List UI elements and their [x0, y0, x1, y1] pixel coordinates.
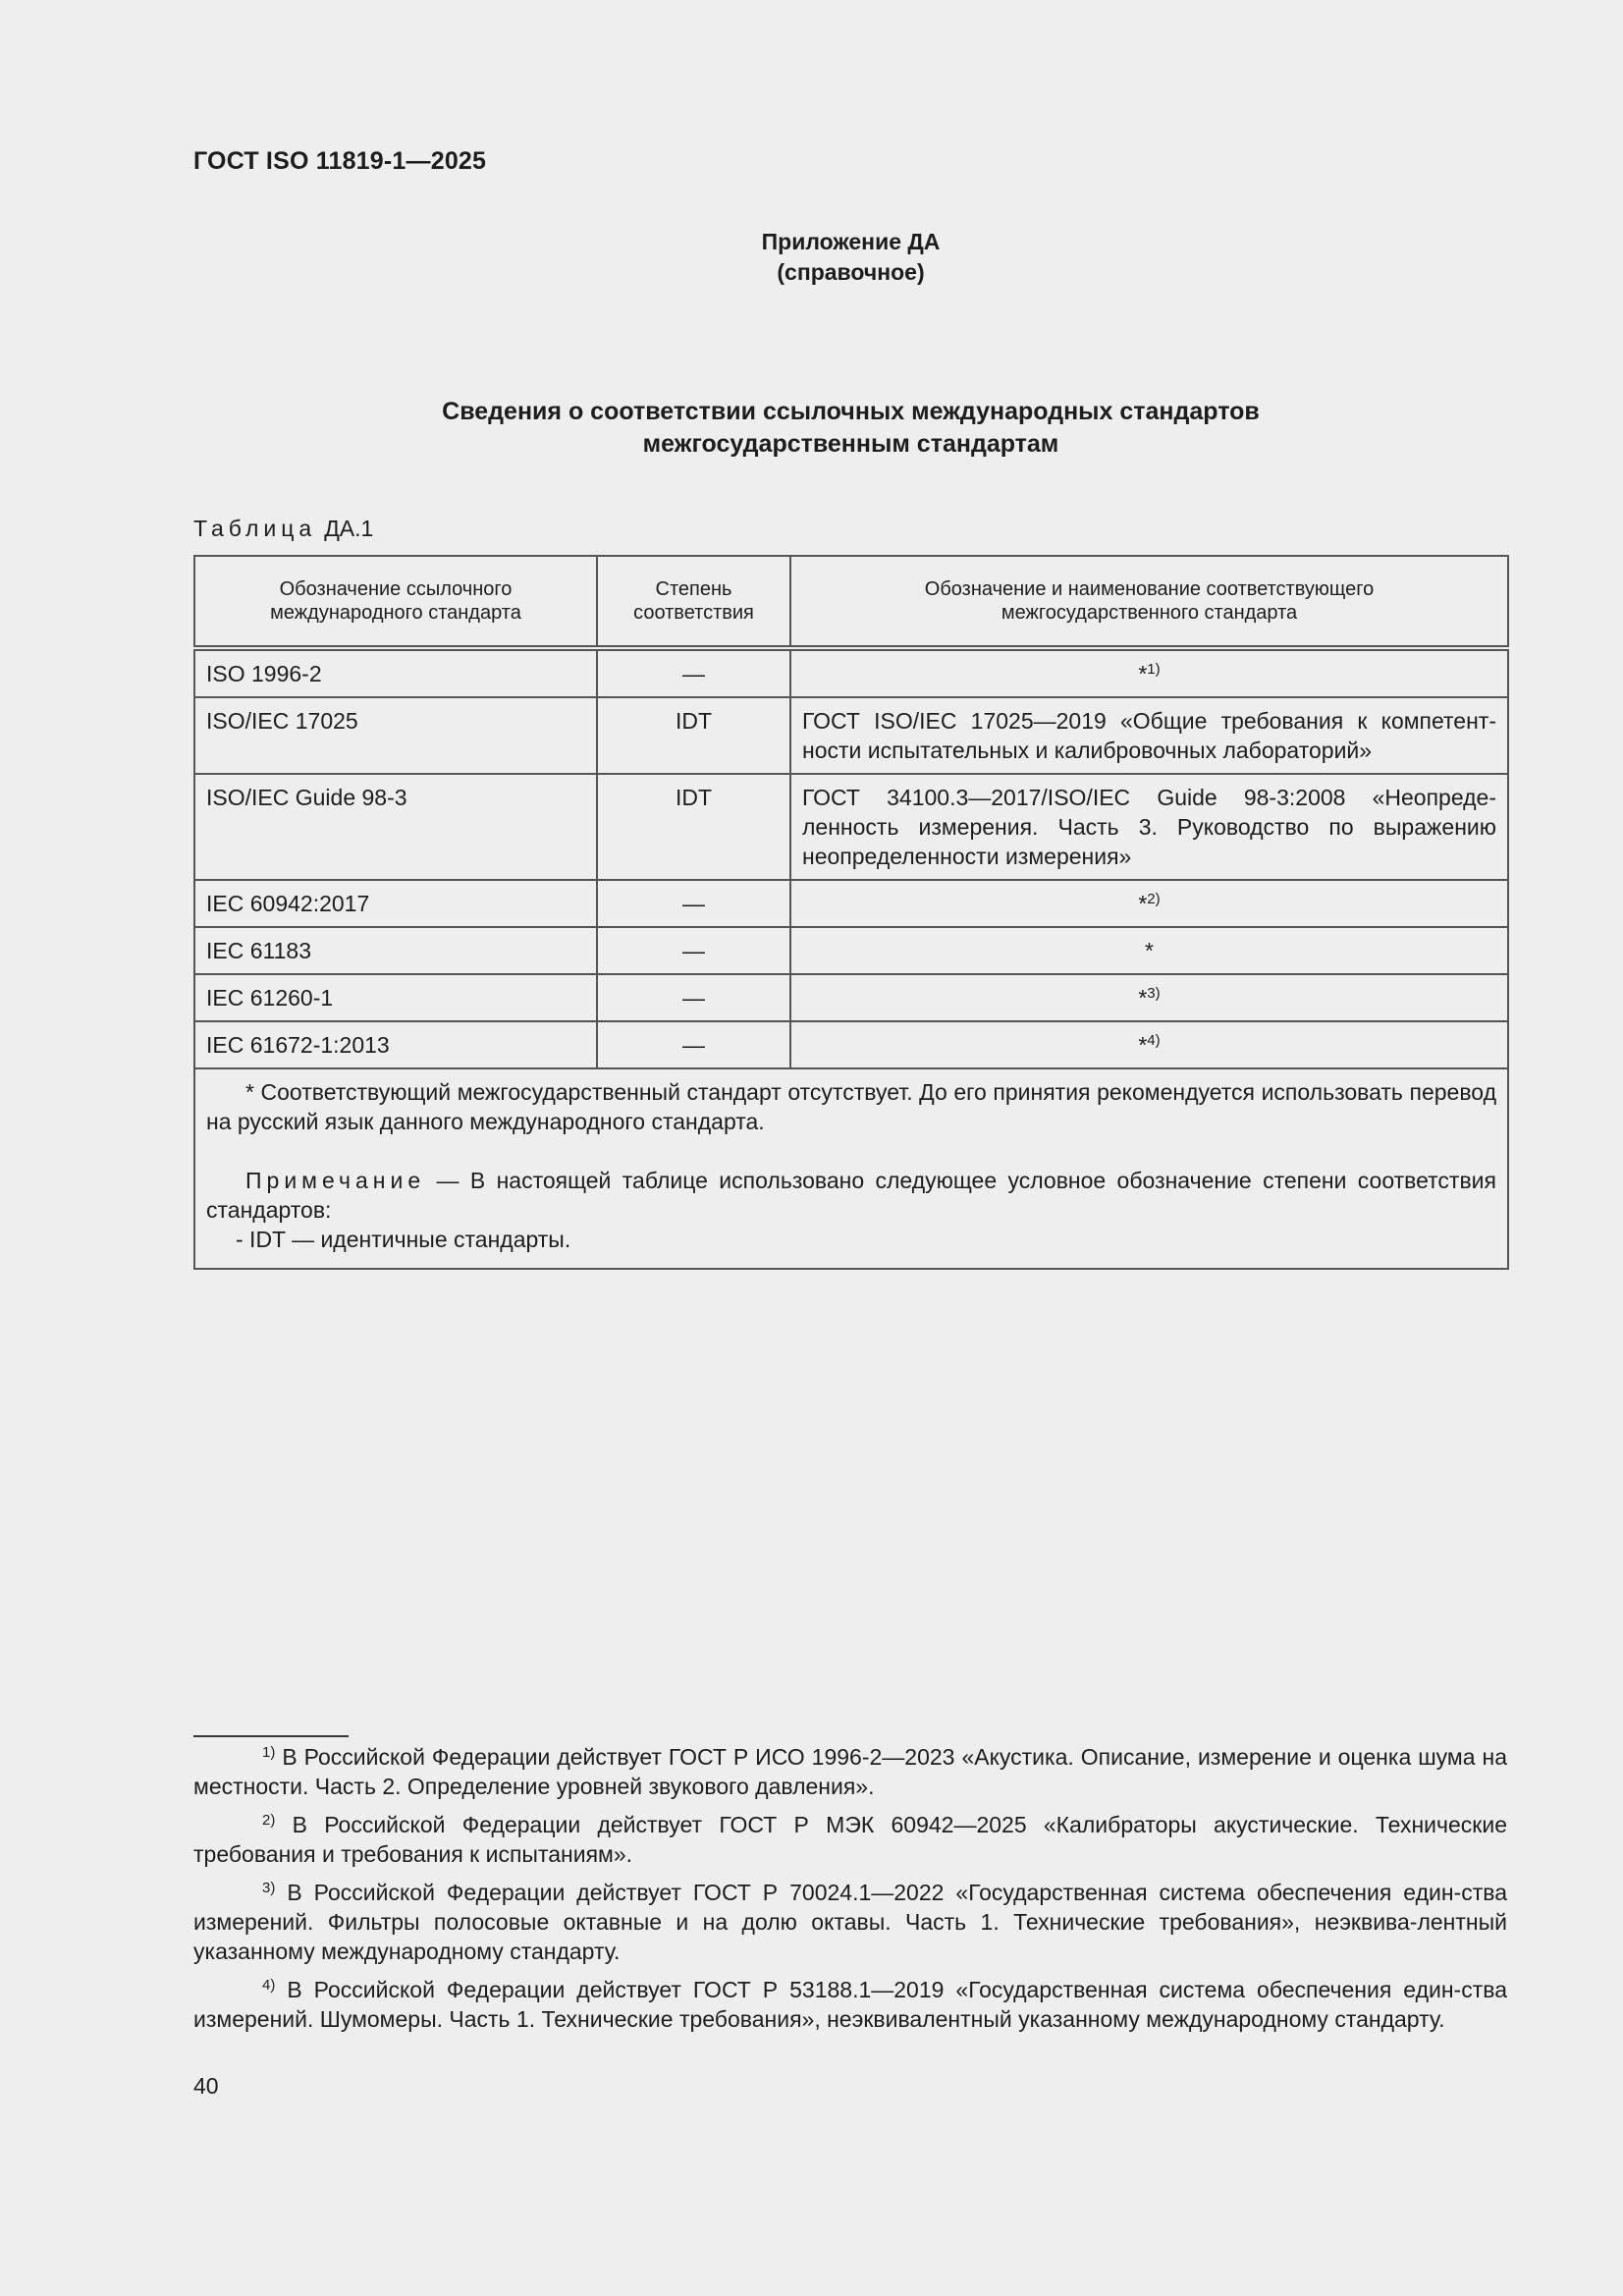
cell-interstate: [790, 880, 1508, 927]
annex-kind: (справочное): [777, 259, 925, 285]
footnote-text: В Российской Федерации действует ГОСТ Р МЭК 60942—2025 «Калибраторы акустические. Технические требования и требования к испытаниям».: [193, 1812, 1507, 1867]
footnote: [193, 1975, 1507, 2034]
footnote-ref: 3): [1147, 985, 1161, 1002]
cell-standard: IEC 61260-1: [194, 974, 597, 1021]
table-row: [194, 927, 1508, 974]
cell-standard: IEC 60942:2017: [194, 880, 597, 927]
asterisk-mark: *: [1138, 985, 1148, 1011]
header-reference-standard: [194, 556, 597, 648]
footnote: [193, 1742, 1507, 1801]
table-notes: [194, 1068, 1508, 1269]
cell-interstate: ГОСТ 34100.3—2017/ISO/IEC Guide 98-3:2008 «Неопреде-ленность измерения. Часть 3. Руководство по выражению неопределенности измерения»: [790, 774, 1508, 880]
asterisk-note: * Соответствующий межгосударственный стандарт отсутствует. До его принятия рекомендуется использовать перевод на русский язык данного международного стандарта.: [206, 1079, 1496, 1134]
table-row: [194, 974, 1508, 1021]
cell-standard: ISO/IEC 17025: [194, 697, 597, 774]
header-interstate-standard: [790, 556, 1508, 648]
table-note: [206, 1166, 1496, 1225]
table-row: [194, 880, 1508, 927]
footnote-ref: 4): [1147, 1032, 1161, 1049]
asterisk-mark: *: [1145, 938, 1154, 963]
cell-degree: —: [597, 1021, 790, 1068]
cell-degree: IDT: [597, 697, 790, 774]
footnote-separator: [193, 1735, 349, 1737]
table-caption: [193, 516, 373, 542]
note-label: Примечание: [245, 1168, 426, 1193]
footnote-marker: 4): [262, 1977, 276, 1994]
table-notes-row: [194, 1068, 1508, 1269]
section-title: [0, 396, 1623, 461]
footnote-marker: 2): [262, 1812, 276, 1829]
table-header-row: [194, 556, 1508, 648]
annex-heading: [0, 227, 1623, 288]
cell-degree: —: [597, 648, 790, 697]
asterisk-mark: *: [1138, 891, 1148, 916]
note-text: — В настоящей таблице использовано следующее условное обозначение степени соответствия стандартов:: [206, 1168, 1496, 1223]
footnote-ref: 1): [1147, 661, 1161, 678]
footnote-text: В Российской Федерации действует ГОСТ Р ИСО 1996-2—2023 «Акустика. Описание, измерение и оценка шума на местности. Часть 2. Определение уровней звукового давления».: [193, 1744, 1507, 1799]
footnote-text: В Российской Федерации действует ГОСТ Р 53188.1—2019 «Государственная система обеспечения един-ства измерений. Шумомеры. Часть 1. Технические требования», неэквивалентный указанному международному стандарту.: [193, 1977, 1507, 2032]
cell-interstate: [790, 974, 1508, 1021]
note-item: - IDT — идентичные стандарты.: [236, 1227, 571, 1252]
cell-standard: IEC 61183: [194, 927, 597, 974]
cell-standard: IEC 61672-1:2013: [194, 1021, 597, 1068]
cell-degree: IDT: [597, 774, 790, 880]
cell-interstate: ГОСТ ISO/IEC 17025—2019 «Общие требования к компетент-ности испытательных и калибровочных лабораторий»: [790, 697, 1508, 774]
footnote: [193, 1878, 1507, 1966]
asterisk-mark: *: [1138, 661, 1148, 686]
table-caption-word: Таблица: [193, 516, 317, 541]
cell-degree: —: [597, 974, 790, 1021]
page-number: 40: [193, 2073, 219, 2099]
header-col1-line2: международного стандарта: [270, 602, 521, 624]
cell-interstate: [790, 648, 1508, 697]
header-col2-line2: соответствия: [633, 602, 754, 624]
cell-standard: ISO 1996-2: [194, 648, 597, 697]
correspondence-table: [193, 555, 1509, 1270]
cell-standard: ISO/IEC Guide 98-3: [194, 774, 597, 880]
section-title-line2: межгосударственным стандартам: [642, 430, 1059, 458]
cell-interstate: [790, 927, 1508, 974]
header-col2-line1: Степень: [655, 578, 732, 600]
cell-interstate: [790, 1021, 1508, 1068]
document-id: ГОСТ ISO 11819-1—2025: [193, 147, 487, 175]
footnote-ref: 2): [1147, 891, 1161, 907]
header-col3-line1: Обозначение и наименование соответствующего: [924, 578, 1375, 600]
footnote: [193, 1810, 1507, 1869]
footnote-marker: 3): [262, 1880, 276, 1896]
table-row: [194, 697, 1508, 774]
table-caption-number: ДА.1: [324, 516, 374, 541]
annex-title: Приложение ДА: [761, 229, 941, 254]
footnote-text: В Российской Федерации действует ГОСТ Р 70024.1—2022 «Государственная система обеспечения един-ства измерений. Фильтры полосовые октавные и на долю октавы. Часть 1. Технические требования», неэквива-лентный указанному международному стандарту.: [193, 1880, 1507, 1964]
asterisk-mark: *: [1138, 1032, 1148, 1058]
table-row: [194, 1021, 1508, 1068]
table-row: [194, 648, 1508, 697]
table-row: [194, 774, 1508, 880]
header-degree: [597, 556, 790, 648]
cell-degree: —: [597, 880, 790, 927]
footnotes: [193, 1742, 1507, 2043]
footnote-marker: 1): [262, 1744, 276, 1761]
cell-degree: —: [597, 927, 790, 974]
header-col3-line2: межгосударственного стандарта: [1001, 602, 1298, 624]
section-title-line1: Сведения о соответствии ссылочных международных стандартов: [442, 398, 1260, 425]
header-col1-line1: Обозначение ссылочного: [279, 578, 513, 600]
